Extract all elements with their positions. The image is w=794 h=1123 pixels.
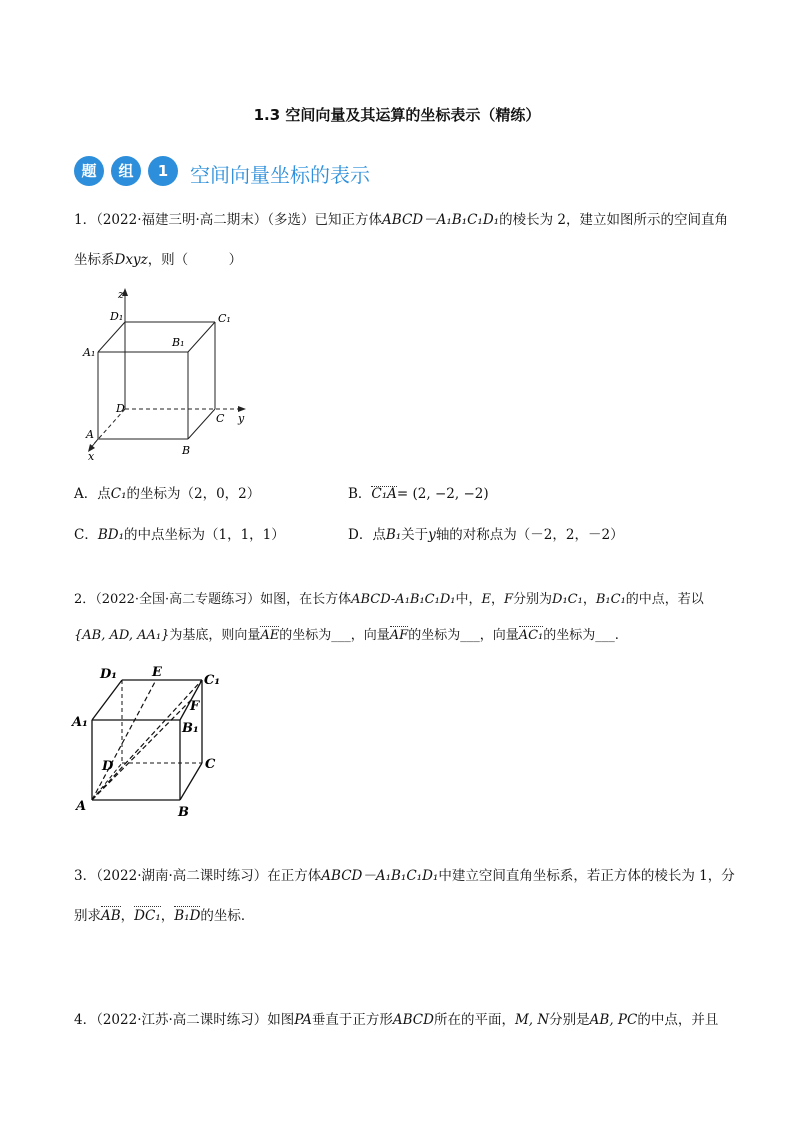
- q1-line2b: ，则（ ）: [147, 252, 243, 268]
- option-c-post: 的中点坐标为（1，1，1）: [124, 527, 285, 543]
- q3-vector-dc1: DC₁: [134, 908, 161, 924]
- q4-line1b: 垂直于正方形: [311, 1012, 393, 1028]
- question-1-line-2: [74, 250, 242, 270]
- q2-sep: ，: [582, 592, 596, 607]
- q2-line2c: 的坐标为___，向量: [408, 628, 519, 643]
- q3-line2a: 别求: [74, 908, 101, 924]
- q3-sep1: ，: [120, 908, 135, 924]
- option-d-post: 轴的对称点为（－2，2，－2）: [435, 527, 624, 543]
- q2-line1d: 的中点，若以: [625, 592, 704, 607]
- q2-vector-ae: AE: [260, 626, 279, 646]
- box-label-e: E: [152, 665, 162, 680]
- vertex-label-c1: C₁: [218, 312, 231, 325]
- box-label-d: D: [102, 759, 114, 774]
- option-b-pre: B．: [348, 486, 372, 502]
- q2-point-e: E: [481, 592, 491, 607]
- option-d-pre: D．点: [348, 527, 386, 543]
- q2-box: ABCD-A₁B₁C₁D₁: [351, 592, 456, 607]
- box-label-b1: B₁: [182, 721, 199, 736]
- box-label-d1: D₁: [100, 667, 117, 682]
- q3-line2b: 的坐标．: [200, 908, 255, 924]
- q2-box-figure: [70, 660, 240, 820]
- question-2-line-1: [74, 590, 704, 610]
- q4-line1e: 的中点，并且: [637, 1012, 719, 1028]
- box-label-a: A: [76, 799, 87, 814]
- q2-point-f: F: [504, 592, 514, 607]
- q1-cube: ABCD－A₁B₁C₁D₁: [382, 212, 500, 228]
- q3-line1a: 3．（2022·湖南·高二课时练习）在正方体: [74, 868, 322, 884]
- q4-mn: M, N: [514, 1012, 550, 1028]
- axis-label-x: x: [88, 450, 95, 463]
- page-title: 1.3 空间向量及其运算的坐标表示（精练）: [253, 106, 541, 124]
- q4-segs: AB, PC: [589, 1012, 638, 1028]
- q3-vector-ab: AB: [101, 908, 121, 924]
- q4-square: ABCD: [392, 1012, 434, 1028]
- question-3-line-1: [74, 866, 735, 886]
- q4-line1a: 4．（2022·江苏·高二课时练习）如图: [74, 1012, 295, 1028]
- option-d-mid: 关于: [401, 527, 429, 543]
- q2-line2b: 的坐标为___，向量: [279, 628, 390, 643]
- question-1-line-1: [74, 210, 728, 230]
- vertex-label-a: A: [86, 428, 94, 441]
- q2-line1a: 2．（2022·全国·高二专题练习）如图，在长方体: [74, 592, 352, 607]
- question-2-line-2: [74, 626, 619, 646]
- q2-comma: ，: [490, 592, 504, 607]
- q3-sep2: ，: [160, 908, 175, 924]
- q4-line1d: 分别是: [549, 1012, 590, 1028]
- q1-option-c[interactable]: [74, 523, 285, 543]
- vertex-label-c: C: [216, 412, 225, 425]
- vertex-label-b: B: [182, 444, 191, 457]
- q1-option-b[interactable]: [348, 482, 489, 502]
- option-d-point: B₁: [385, 527, 402, 543]
- q4-line1c: 所在的平面，: [433, 1012, 515, 1028]
- q1-cube-figure: [80, 284, 260, 464]
- q2-basis: {AB, AD, AA₁}: [74, 628, 170, 643]
- q2-line2d: 的坐标为___.: [543, 628, 619, 643]
- option-c-segment: BD₁: [97, 527, 124, 543]
- question-4-line-1: [74, 1010, 718, 1030]
- q3-cube: ABCD－A₁B₁C₁D₁: [321, 868, 439, 884]
- q3-vector-b1d: B₁D: [174, 908, 201, 924]
- q2-line1b: 中，: [455, 592, 482, 607]
- vertex-label-b1: B₁: [172, 336, 185, 349]
- box-label-c1: C₁: [204, 673, 221, 688]
- axis-label-y: y: [238, 412, 245, 425]
- box-label-b: B: [178, 805, 189, 820]
- q3-line1b: 中建立空间直角坐标系，若正方体的棱长为 1，分: [438, 868, 735, 884]
- box-label-c: C: [205, 757, 216, 772]
- group-badge-char-3: 1: [148, 156, 178, 186]
- option-c-pre: C．: [74, 527, 98, 543]
- q1-line2a: 坐标系: [74, 252, 115, 268]
- vertex-label-a1: A₁: [83, 346, 96, 359]
- option-b-post: = (2, −2, −2): [396, 486, 489, 502]
- option-a-pre: A．点: [74, 486, 111, 502]
- group-badge-char-1: 题: [74, 156, 104, 186]
- vertex-label-d: D: [116, 402, 125, 415]
- axis-label-z: z: [118, 288, 124, 301]
- q1-option-d[interactable]: [348, 523, 624, 543]
- box-label-f: F: [190, 699, 200, 714]
- option-a-post: 的坐标为（2，0，2）: [126, 486, 261, 502]
- q4-pa: PA: [294, 1012, 312, 1028]
- option-b-vector: C₁A: [371, 486, 397, 502]
- q1-mid: 的棱长为 2，建立如图所示的空间直角: [499, 212, 728, 228]
- q1-prefix: 1．（2022·福建三明·高二期末）（多选）已知正方体: [74, 212, 383, 228]
- q2-seg2: B₁C₁: [595, 592, 626, 607]
- q1-system: Dxyz: [114, 252, 148, 268]
- question-3-line-2: [74, 906, 254, 926]
- group-badge-char-2: 组: [111, 156, 141, 186]
- q2-line1c: 分别为: [513, 592, 553, 607]
- q2-vector-ac1: AC₁: [519, 626, 544, 646]
- q2-seg1: D₁C₁: [552, 592, 583, 607]
- q2-line2a: 为基底，则向量: [169, 628, 261, 643]
- group-heading: 空间向量坐标的表示: [190, 163, 370, 187]
- option-d-axis: y: [428, 527, 436, 543]
- option-a-point: C₁: [110, 486, 127, 502]
- box-label-a1: A₁: [72, 715, 88, 730]
- q2-vector-af: AF: [390, 626, 408, 646]
- q1-option-a[interactable]: [74, 482, 260, 502]
- vertex-label-d1: D₁: [110, 310, 124, 323]
